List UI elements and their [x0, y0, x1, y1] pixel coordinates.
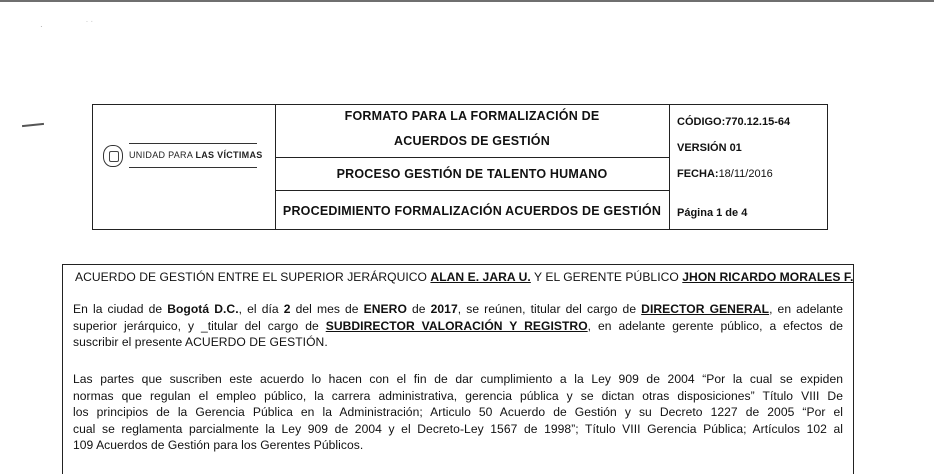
document-title-line1: FORMATO PARA LA FORMALIZACIÓN DE — [344, 109, 600, 123]
logo-cell — [93, 105, 275, 229]
procedure-name: PROCEDIMIENTO FORMALIZACIÓN ACUERDOS DE GESTIÓN — [282, 204, 662, 218]
agreement-paragraph-2: Las partes que suscriben este acuerdo lo hacen con el fin de dar cumplimiento a la Ley 909 de 2004 “Por la cual se expiden normas que regulan el empleo público, la carrera administrativa, gerencia pública y se dictan otras disposiciones” Título VIII De los principios de la Gerencia Pública en la Administración; Articulo 50 Acuerdo de Gestión y su Decreto 1227 de 2005 “Por el cual se reglamenta parcialmente la Ley 909 de 2004 y el Decreto-Ley 1567 de 1998”; Título VIII Gerencia Pública; Artículos 102 al 109 Acuerdos de Gestión para los Gerentes Públicos. — [73, 372, 843, 452]
agreement-heading: ACUERDO DE GESTIÓN ENTRE EL SUPERIOR JERÁRQUICO ALAN E. JARA U. Y EL GERENTE PÚBLICO JHON RICARDO MORALES F. — [75, 270, 854, 284]
document-date: FECHA:18/11/2016 — [677, 168, 773, 180]
unidad-victimas-logo: UNIDAD PARA LAS VÍCTIMAS — [129, 150, 263, 160]
agreement-paragraph-1: En la ciudad de Bogotá D.C., el día 2 del mes de ENERO de 2017, se reúnen, titular del cargo de DIRECTOR GENERAL, en adelante superior jerárquico, y _titular del cargo de SUBDIRECTOR VALORACIÓN Y REGISTRO, en adelante gerente público, a efectos de suscribir el presente ACUERDO DE GESTIÓN. — [73, 302, 844, 349]
scan-artifact: · — [40, 22, 43, 31]
superior-role: DIRECTOR GENERAL — [641, 302, 770, 316]
superior-name: ALAN E. JARA U. — [430, 270, 531, 284]
document-title-line2: ACUERDOS DE GESTIÓN — [394, 134, 550, 148]
scan-artifact: ˙ ˙ — [86, 20, 94, 29]
manager-role: SUBDIRECTOR VALORACIÓN Y REGISTRO — [325, 318, 588, 333]
column-divider — [669, 105, 670, 229]
document-version: VERSIÓN 01 — [677, 142, 742, 154]
page-number: Página 1 de 4 — [677, 207, 748, 219]
process-name: PROCESO GESTIÓN DE TALENTO HUMANO — [336, 167, 608, 181]
coat-of-arms-icon — [103, 145, 123, 167]
top-border — [0, 0, 934, 2]
logo-rule-top — [129, 143, 257, 144]
margin-mark — [22, 123, 44, 127]
agreement-body — [62, 264, 854, 474]
manager-name: JHON RICARDO MORALES F. — [682, 270, 854, 284]
logo-rule-bottom — [129, 167, 257, 168]
document-code: CÓDIGO:770.12.15-64 — [677, 116, 791, 128]
document-header-table — [92, 104, 828, 230]
row-divider — [275, 190, 669, 191]
row-divider — [275, 157, 669, 158]
